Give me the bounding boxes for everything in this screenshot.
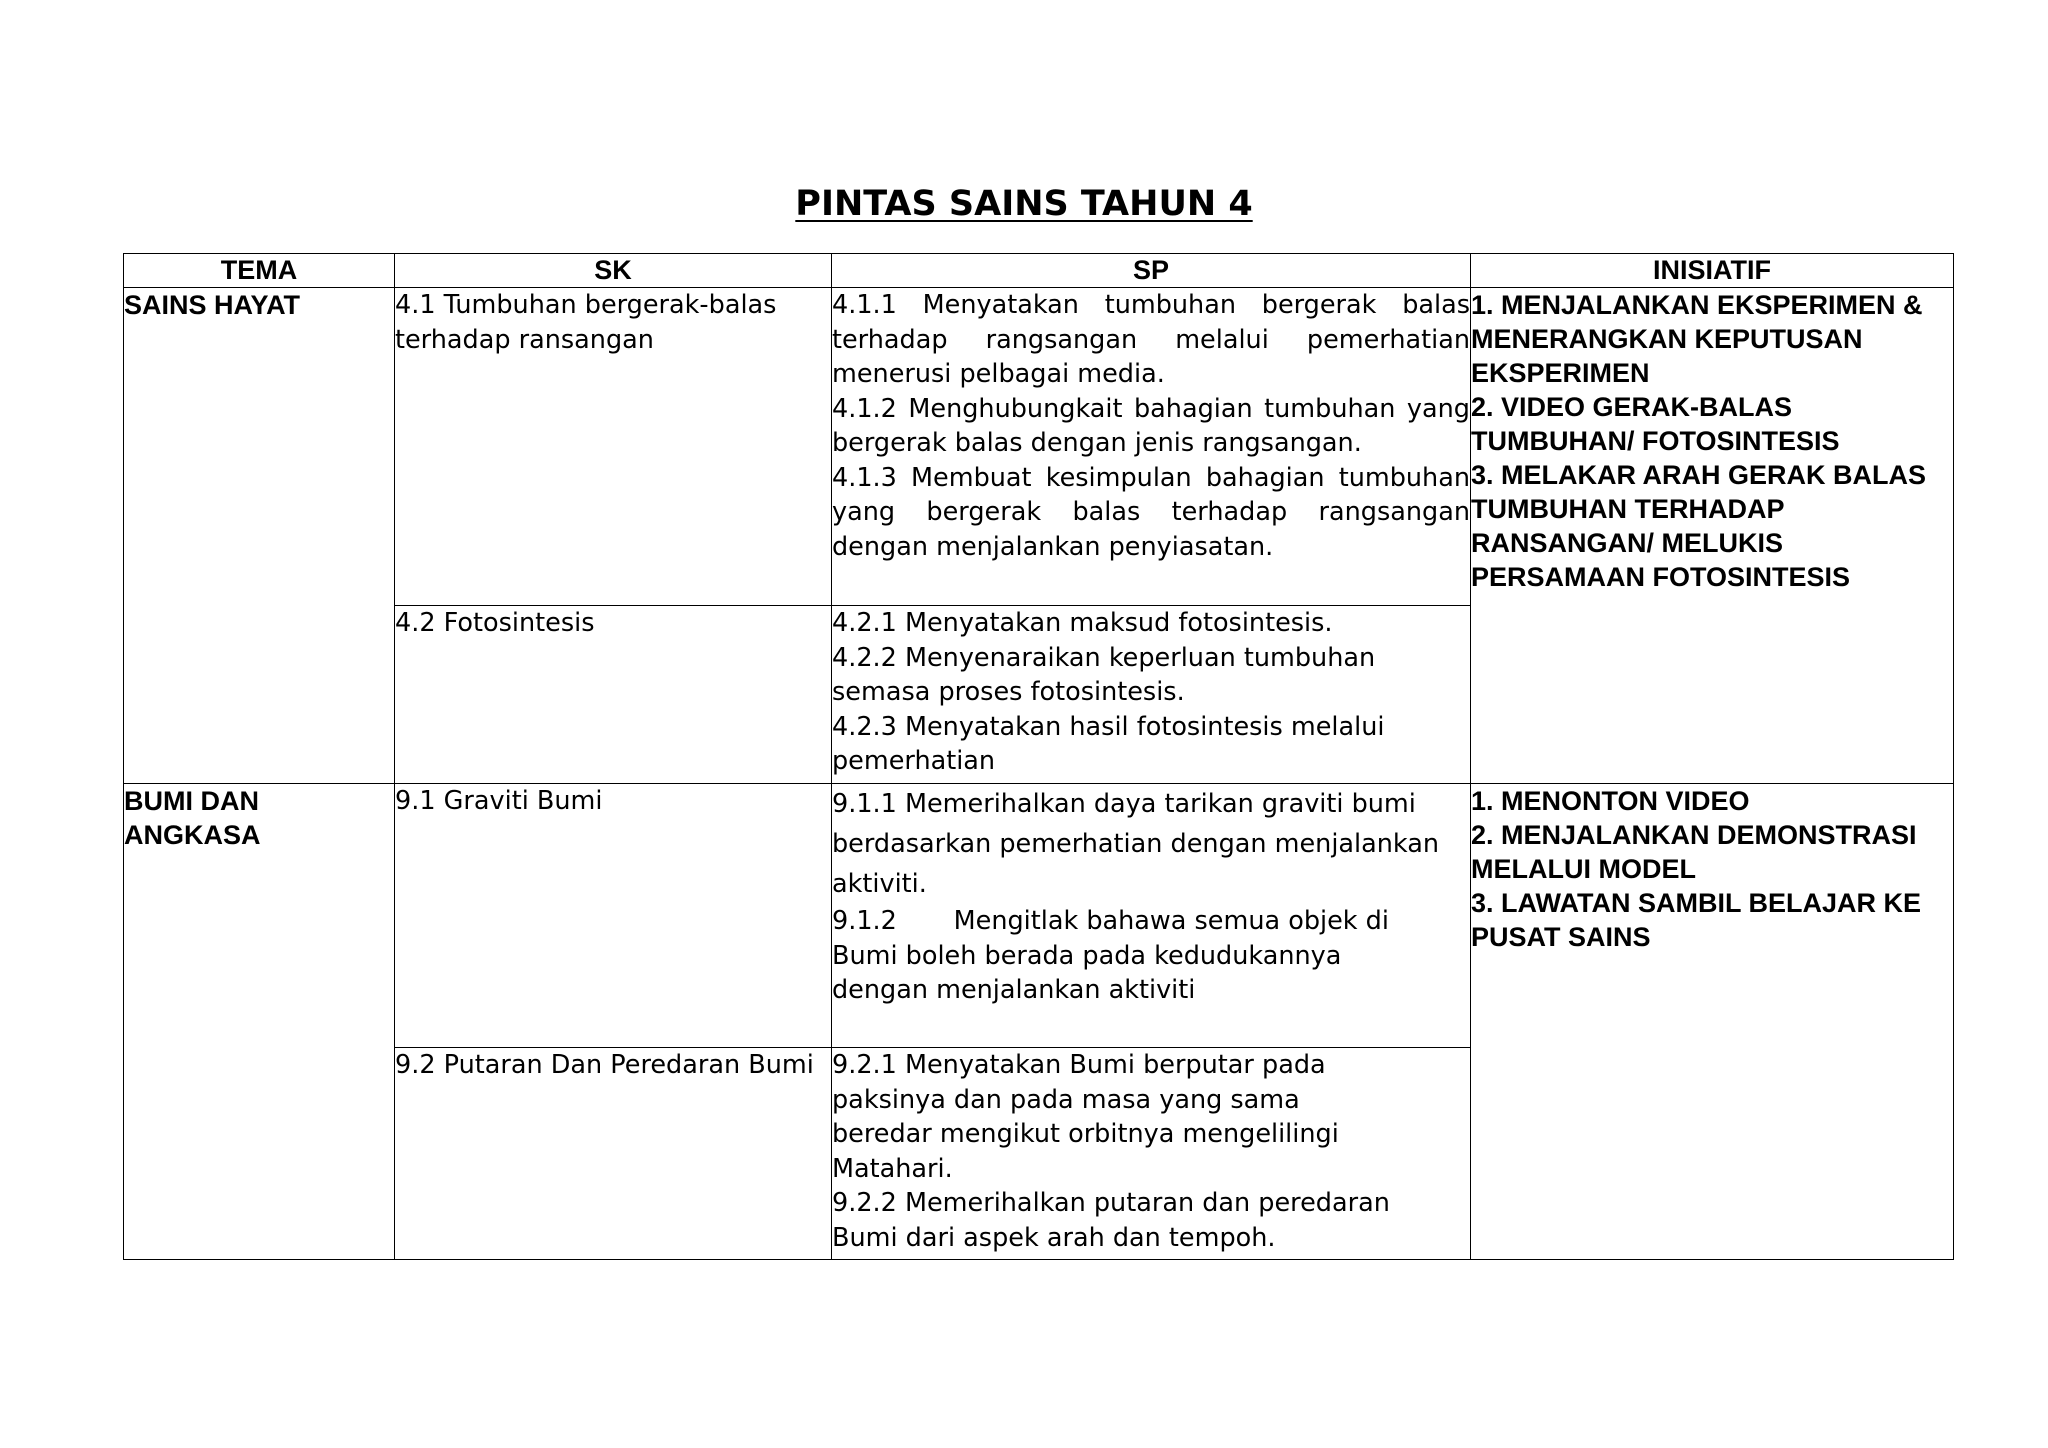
- table-row: [124, 784, 1954, 1048]
- sp-cell: [832, 606, 1471, 784]
- sk-cell: [395, 784, 832, 1048]
- tema-label: SAINS HAYAT: [124, 290, 301, 320]
- inisiatif-cell: [1471, 784, 1954, 1260]
- header-tema: TEMA: [124, 254, 395, 288]
- sp-item: 9.2.1 Menyatakan Bumi berputar pada paksinya dan pada masa yang sama beredar mengikut orbitnya mengelilingi Matahari.: [832, 1050, 1339, 1184]
- sp-item: 9.1.1 Memerihalkan daya tarikan graviti bumi berdasarkan pemerhatian dengan menjalankan aktiviti.: [832, 789, 1440, 899]
- header-sk: SK: [395, 254, 832, 288]
- sp-item: 4.2.2 Menyenaraikan keperluan tumbuhan semasa proses fotosintesis.: [832, 642, 1376, 707]
- inisiatif-item: MENERANGKAN KEPUTUSAN EKSPERIMEN: [1471, 324, 1863, 388]
- sk-cell: [395, 1048, 832, 1260]
- sk-label: 4.2 Fotosintesis: [395, 608, 595, 638]
- sp-item: 4.1.3 Membuat kesimpulan bahagian tumbuhan yang bergerak balas terhadap rangsangan dengan menjalankan penyiasatan.: [832, 462, 1470, 562]
- tema-label: BUMI DAN ANGKASA: [124, 786, 261, 850]
- inisiatif-item: 2. VIDEO GERAK-BALAS TUMBUHAN/ FOTOSINTESIS: [1471, 392, 1840, 456]
- sp-cell: [832, 288, 1471, 606]
- pintas-table: [123, 253, 1954, 1260]
- header-inisiatif: INISIATIF: [1471, 254, 1954, 288]
- sp-item: 9.2.2 Memerihalkan putaran dan peredaran Bumi dari aspek arah dan tempoh.: [832, 1188, 1390, 1253]
- inisiatif-cell: [1471, 288, 1954, 784]
- document-title-text: PINTAS SAINS TAHUN 4: [795, 184, 1253, 224]
- inisiatif-item: 3. LAWATAN SAMBIL BELAJAR KE PUSAT SAINS: [1471, 888, 1922, 952]
- table-row: [124, 288, 1954, 606]
- sk-label: 9.2 Putaran Dan Peredaran Bumi: [395, 1050, 814, 1080]
- sk-cell: [395, 288, 832, 606]
- sk-cell: [395, 606, 832, 784]
- sp-item: 9.1.2 Mengitlak bahawa semua objek di Bumi boleh berada pada kedudukannya dengan menjalankan aktiviti: [832, 906, 1398, 1005]
- inisiatif-item: 2. MENJALANKAN DEMONSTRASI MELALUI MODEL: [1471, 820, 1917, 884]
- table-header-row: [124, 254, 1954, 288]
- sk-label: 9.1 Graviti Bumi: [395, 786, 603, 816]
- tema-cell: [124, 784, 395, 1260]
- sp-item: 4.2.3 Menyatakan hasil fotosintesis melalui pemerhatian: [832, 711, 1385, 776]
- sp-cell: [832, 1048, 1471, 1260]
- sp-cell: [832, 784, 1471, 1048]
- sk-label: 4.1 Tumbuhan bergerak-balas terhadap ransangan: [395, 290, 777, 355]
- inisiatif-item: 3. MELAKAR ARAH GERAK BALAS TUMBUHAN TERHADAP RANSANGAN/ MELUKIS PERSAMAAN FOTOSINTESIS: [1471, 460, 1927, 592]
- sp-item: 4.1.1 Menyatakan tumbuhan bergerak balas terhadap rangsangan melalui pemerhatian menerusi pelbagai media.: [832, 290, 1470, 389]
- inisiatif-item: 1. MENJALANKAN EKSPERIMEN &: [1471, 290, 1923, 320]
- sp-item: 4.2.1 Menyatakan maksud fotosintesis.: [832, 608, 1333, 638]
- sp-item: 4.1.2 Menghubungkait bahagian tumbuhan yang bergerak balas dengan jenis rangsangan.: [832, 393, 1470, 458]
- tema-cell: [124, 288, 395, 784]
- inisiatif-item: 1. MENONTON VIDEO: [1471, 786, 1750, 816]
- header-sp: SP: [832, 254, 1471, 288]
- document-title: [0, 182, 2048, 226]
